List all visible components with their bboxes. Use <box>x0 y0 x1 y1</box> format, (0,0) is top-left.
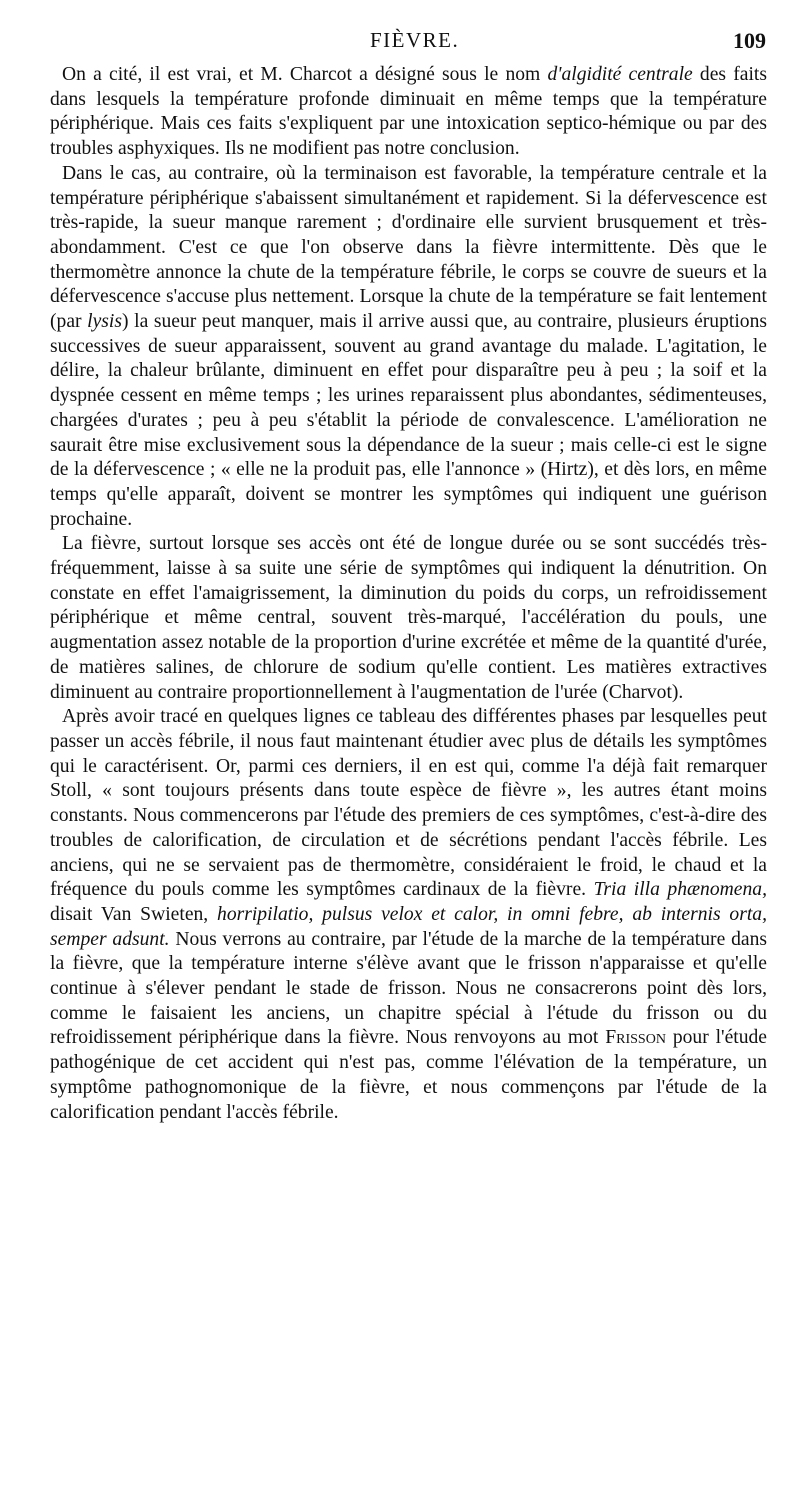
text-segment: Nous verrons au contraire, par l'étude de la marche de la température dans la fièvre, que la température interne s'élève avant que le frisson n'apparaisse et qu'elle continue à s'élever pendant le stade de frisson. Nous ne consacrerons point dès lors, comme le faisaient les anciens, un chapitre spécial à l'étude du frisson ou du refroidissement périphérique dans la fièvre. Nous renvoyons au mot <box>50 928 767 1049</box>
italic-latin-quote: Tria illa phænomena, <box>593 879 767 901</box>
page-header <box>0 28 800 58</box>
paragraph-terminaison <box>50 162 767 533</box>
text-segment: ) la sueur peut manquer, mais il arrive aussi que, au contraire, plusieurs éruptions successives de sueur apparaissent, souvent au grand avantage du malade. L'agitation, le délire, la chaleur brûlante, diminuent en effet pour disparaître peu à peu ; la soif et la dyspnée cessent en même temps ; les urines reparaissent plus abondantes, sédimenteuses, chargées d'urates ; peu à peu s'établit la période de convalescence. L'amélioration ne saurait être mise exclusivement sous la dépendance de la sueur ; mais celle-ci est le signe de la défervescence ; « elle ne la produit pas, elle l'annonce » (Hirtz), et dès lors, en même temps qu'elle apparaît, doivent se montrer les symptômes qui indiquent une guérison prochaine. <box>50 311 767 530</box>
page-number: 109 <box>733 28 766 53</box>
text-segment: disait Van Swieten, <box>50 903 218 925</box>
text-segment: On a cité, il est vrai, et M. Charcot a désigné sous le nom <box>62 64 548 85</box>
paragraph-denutrition <box>50 532 767 705</box>
text-segment: des faits dans lesquels la température profonde diminuait en même temps que la température périphérique. Mais ces faits s'expliquent par une intoxication septico-hémique ou par des troubles asphyxiques. Ils ne modifient pas notre conclusion. <box>50 64 767 160</box>
text-segment: La fièvre, surtout lorsque ses accès ont été de longue durée ou se sont succédés très-fréquemment, laisse à sa suite une série de symptômes qui indiquent la dénutrition. On constate en effet l'amaigrissement, la diminution du poids du corps, un refroidissement périphérique et même central, souvent très-marqué, l'accélération du pouls, une augmentation assez notable de la proportion d'urine excrétée et même de la quantité d'urée, de matières salines, de chlorure de sodium qu'elle contient. Les matières extractives diminuent au contraire proportionnellement à l'augmentation de l'urée (Charvot). <box>50 533 767 703</box>
paragraph-algidite <box>50 63 767 162</box>
paragraph-symptomes <box>50 705 767 1125</box>
italic-latin-quote: horripilatio, pulsus velox et calor, in omni febre, ab internis orta, semper adsunt. <box>50 903 767 950</box>
italic-term-lysis: lysis <box>87 311 122 333</box>
text-segment: Dans le cas, au contraire, où la terminaison est favorable, la température centrale et la température périphérique s'abaissent simultanément et rapidement. Si la défervescence est très-rapide, la sueur manque rarement ; d'ordinaire elle survient brusquement et très-abondamment. C'est ce que l'on observe dans la fièvre intermittente. Dès que le thermomètre annonce la chute de la température fébrile, le corps se couvre de sueurs et la défervescence s'accuse plus nettement. Lorsque la chute de la température se fait lentement (par <box>50 162 767 333</box>
body-text <box>50 63 767 1125</box>
text-segment: pour l'étude pathogénique de cet accident qui n'est pas, comme l'élévation de la température, un symptôme pathognomonique de la fièvre, et nous commençons par l'étude de la calorification pendant l'accès fébrile. <box>50 1027 767 1123</box>
cross-reference-frisson: Frisson <box>605 1027 666 1049</box>
running-title: FIÈVRE. <box>370 28 460 52</box>
italic-term-algidite: d'algidité centrale <box>547 64 693 85</box>
text-segment: Après avoir tracé en quelques lignes ce tableau des différentes phases par lesquelles peut passer un accès fébrile, il nous faut maintenant étudier avec plus de détails les symptômes qui le caractérisent. Or, parmi ces derniers, il en est qui, comme l'a déjà fait remarquer Stoll, « sont toujours présents dans toute espèce de fièvre », les autres étant moins constants. Nous commencerons par l'étude des premiers de ces symptômes, c'est-à-dire des troubles de calorification, de circulation et de sécrétions pendant l'accès fébrile. Les anciens, qui ne se servaient pas de thermomètre, considéraient le froid, le chaud et la fréquence du pouls comme les symptômes cardinaux de la fièvre. <box>50 706 767 901</box>
